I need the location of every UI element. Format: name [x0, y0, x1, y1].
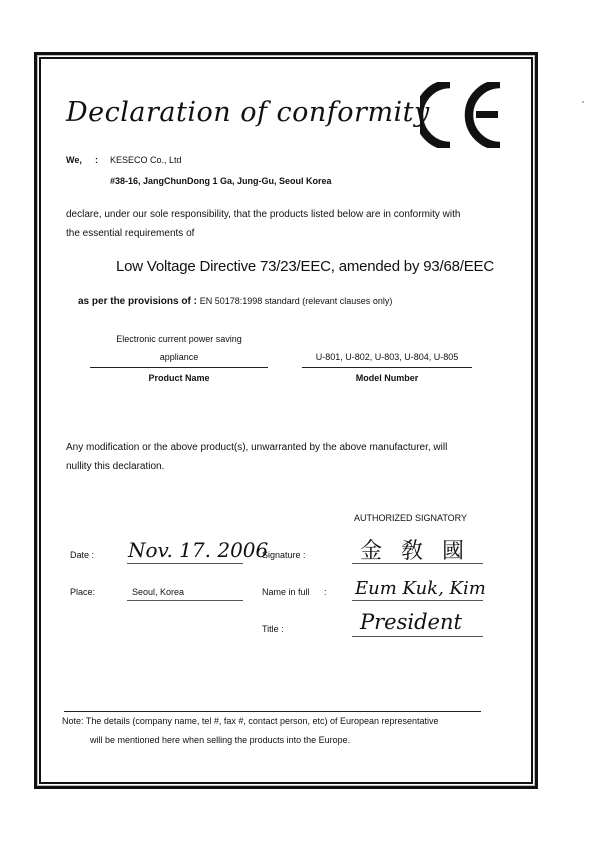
declaration-line-2: the essential requirements of [66, 228, 195, 239]
place-label: Place: [70, 587, 96, 597]
modification-line-1: Any modification or the above product(s), unwarranted by the above manufacturer, will [66, 442, 448, 453]
ce-mark-icon [420, 82, 502, 148]
model-numbers: U-801, U-802, U-803, U-804, U-805 [315, 352, 459, 362]
model-number-underline [302, 367, 472, 368]
document-border-inner [39, 57, 533, 784]
signature-underline [352, 563, 483, 564]
product-name-underline [90, 367, 268, 368]
document-title: Declaration of conformity [66, 97, 430, 128]
we-colon: : [95, 155, 98, 165]
name-in-full-underline [352, 600, 483, 601]
provisions-value: EN 50178:1998 standard (relevant clauses only) [199, 296, 393, 306]
modification-line-2: nullity this declaration. [66, 461, 165, 472]
note-line-2: will be mentioned here when selling the products into the Europe. [90, 735, 351, 745]
name-in-full-colon: : [324, 587, 327, 597]
note-line-1: Note: The details (company name, tel #, fax #, contact person, etc) of European representative [62, 716, 439, 726]
date-underline [127, 563, 243, 564]
declaration-line-1: declare, under our sole responsibility, that the products listed below are in conformity with [66, 209, 461, 220]
title-label: Title : [262, 624, 284, 634]
company-address: #38-16, JangChunDong 1 Ga, Jung-Gu, Seoul Korea [110, 176, 332, 186]
model-number-caption: Model Number [355, 373, 419, 383]
name-in-full-value: Eum Kuk, Kim [355, 578, 486, 599]
date-label: Date : [70, 550, 95, 560]
place-underline [127, 600, 243, 601]
name-in-full-label: Name in full [262, 587, 310, 597]
place-value: Seoul, Korea [132, 587, 185, 597]
we-label: We, [66, 155, 82, 165]
authorized-signatory-heading: AUTHORIZED SIGNATORY [354, 513, 468, 523]
directive-text: Low Voltage Directive 73/23/EEC, amended by 93/68/EEC [116, 258, 494, 275]
signature-value: 金 敎 國 [360, 539, 470, 564]
provisions-row [78, 296, 392, 307]
scan-speck [582, 101, 584, 103]
product-name-line-1: Electronic current power saving [116, 334, 242, 344]
signature-label: Signature : [262, 550, 306, 560]
note-separator [64, 711, 481, 712]
company-name: KESECO Co., Ltd [110, 155, 182, 165]
title-value: President [360, 610, 462, 634]
date-value: Nov. 17. 2006 [128, 538, 269, 562]
product-name-caption: Product Name [148, 373, 210, 383]
title-underline [352, 636, 483, 637]
product-name-line-2: appliance [159, 352, 199, 362]
provisions-label: as per the provisions of : [78, 296, 197, 307]
